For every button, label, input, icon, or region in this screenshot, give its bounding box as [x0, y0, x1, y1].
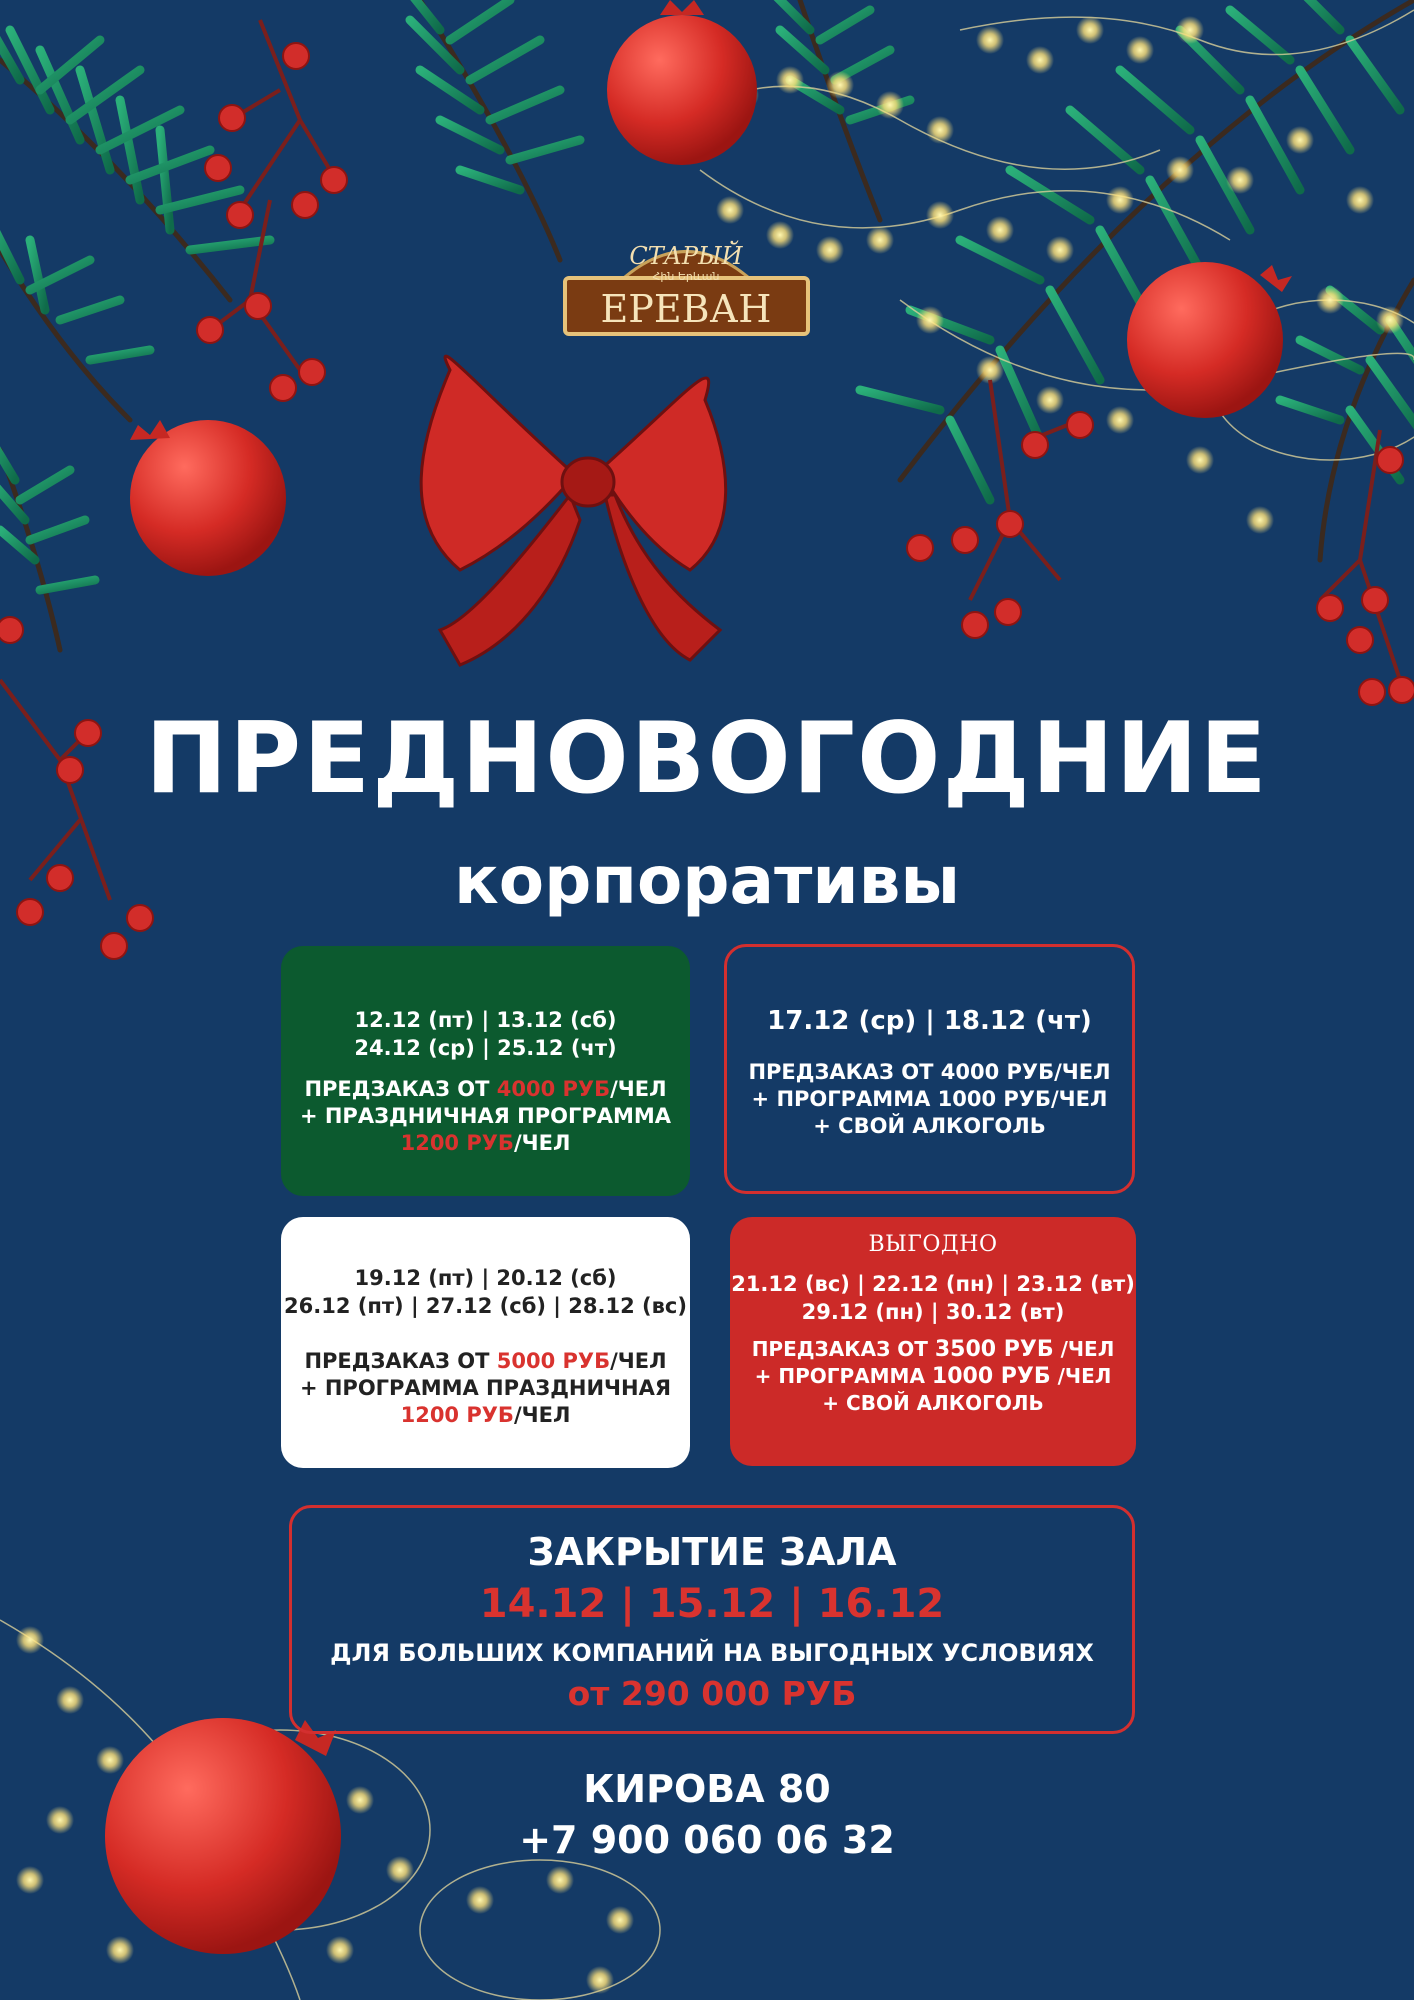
- hall-title: ЗАКРЫТИЕ ЗАЛА: [527, 1530, 897, 1574]
- logo-sub-text: Հին Երևան: [652, 270, 720, 283]
- card-dates-line: 26.12 (пт) | 27.12 (сб) | 28.12 (вс): [284, 1294, 687, 1318]
- program-price: 1200 РУБ: [400, 1131, 514, 1155]
- page-subtitle: корпоративы: [453, 842, 961, 919]
- offer-card-outline: [724, 944, 1135, 1194]
- card-dates-line: 24.12 (ср) | 25.12 (чт): [354, 1036, 617, 1060]
- hall-closing-box: [289, 1505, 1135, 1734]
- card-dates: 17.12 (ср) | 18.12 (чт): [767, 1006, 1092, 1036]
- card-dates-line: 29.12 (пн) | 30.12 (вт): [801, 1300, 1065, 1324]
- program-price: 1000 РУБ: [931, 1364, 1051, 1389]
- offer-card-green: [281, 946, 690, 1196]
- offer-card-red: [730, 1217, 1136, 1466]
- card-tag: ВЫГОДНО: [868, 1232, 998, 1257]
- program-suffix: /ЧЕЛ: [513, 1131, 571, 1155]
- card-program-line: + ПРОГРАММА ПРАЗДНИЧНАЯ: [299, 1376, 672, 1400]
- offer-suffix: /ЧЕЛ: [1053, 1337, 1115, 1361]
- card-dates: [730, 1270, 1136, 1326]
- card-alcohol-line: + СВОЙ АЛКОГОЛЬ: [813, 1114, 1046, 1138]
- card-offer: [281, 1348, 690, 1429]
- card-offer-line: ПРЕДЗАКАЗ ОТ 4000 РУБ/ЧЕЛ: [748, 1060, 1111, 1084]
- card-program-price-line: [281, 1402, 690, 1429]
- offer-prefix: ПРЕДЗАКАЗ ОТ: [304, 1349, 497, 1373]
- card-dates-line: 19.12 (пт) | 20.12 (сб): [354, 1266, 617, 1290]
- address: КИРОВА 80: [583, 1767, 831, 1811]
- logo: [563, 230, 810, 338]
- page-title: ПРЕДНОВОГОДНИЕ: [145, 702, 1269, 816]
- hall-description: ДЛЯ БОЛЬШИХ КОМПАНИЙ НА ВЫГОДНЫХ УСЛОВИЯХ: [330, 1639, 1094, 1667]
- offer-price: 3500 РУБ: [934, 1337, 1054, 1362]
- program-suffix: /ЧЕЛ: [513, 1403, 571, 1427]
- program-prefix: + ПРОГРАММА: [754, 1364, 932, 1388]
- card-dates-line: 12.12 (пт) | 13.12 (сб): [354, 1008, 617, 1032]
- offer-prefix: ПРЕДЗАКАЗ ОТ: [304, 1077, 497, 1101]
- program-suffix: /ЧЕЛ: [1050, 1364, 1112, 1388]
- phone-number[interactable]: +7 900 060 06 32: [519, 1818, 895, 1862]
- card-dates: [281, 1006, 690, 1062]
- hall-price: от 290 000 РУБ: [567, 1674, 857, 1713]
- card-offer: [730, 1336, 1136, 1417]
- offer-price: 5000 РУБ: [496, 1349, 611, 1373]
- logo-main-text: ЕРЕВАН: [600, 287, 772, 331]
- card-offer-line: [281, 1348, 690, 1375]
- card-offer-line: [281, 1076, 690, 1103]
- card-offer-line: [730, 1336, 1136, 1363]
- card-program-line: + ПРАЗДНИЧНАЯ ПРОГРАММА: [299, 1104, 672, 1128]
- card-program-line: + ПРОГРАММА 1000 РУБ/ЧЕЛ: [751, 1087, 1108, 1111]
- card-dates-line: 21.12 (вс) | 22.12 (пн) | 23.12 (вт): [731, 1272, 1135, 1296]
- offer-price: 4000 РУБ: [496, 1077, 611, 1101]
- card-alcohol-line: + СВОЙ АЛКОГОЛЬ: [822, 1391, 1044, 1415]
- offer-prefix: ПРЕДЗАКАЗ ОТ: [751, 1337, 935, 1361]
- card-dates: [281, 1264, 690, 1320]
- offer-suffix: /ЧЕЛ: [610, 1077, 667, 1101]
- hall-dates: 14.12 | 15.12 | 16.12: [479, 1581, 945, 1627]
- card-offer: [281, 1076, 690, 1157]
- offer-card-white: [281, 1217, 690, 1468]
- card-program-line: [730, 1363, 1136, 1390]
- program-price: 1200 РУБ: [400, 1403, 514, 1427]
- card-offer: [727, 1059, 1132, 1140]
- card-program-price-line: [281, 1130, 690, 1157]
- offer-suffix: /ЧЕЛ: [610, 1349, 667, 1373]
- bow: [421, 356, 726, 665]
- logo-badge-icon: [563, 230, 810, 338]
- logo-top-text: СТАРЫЙ: [629, 242, 743, 270]
